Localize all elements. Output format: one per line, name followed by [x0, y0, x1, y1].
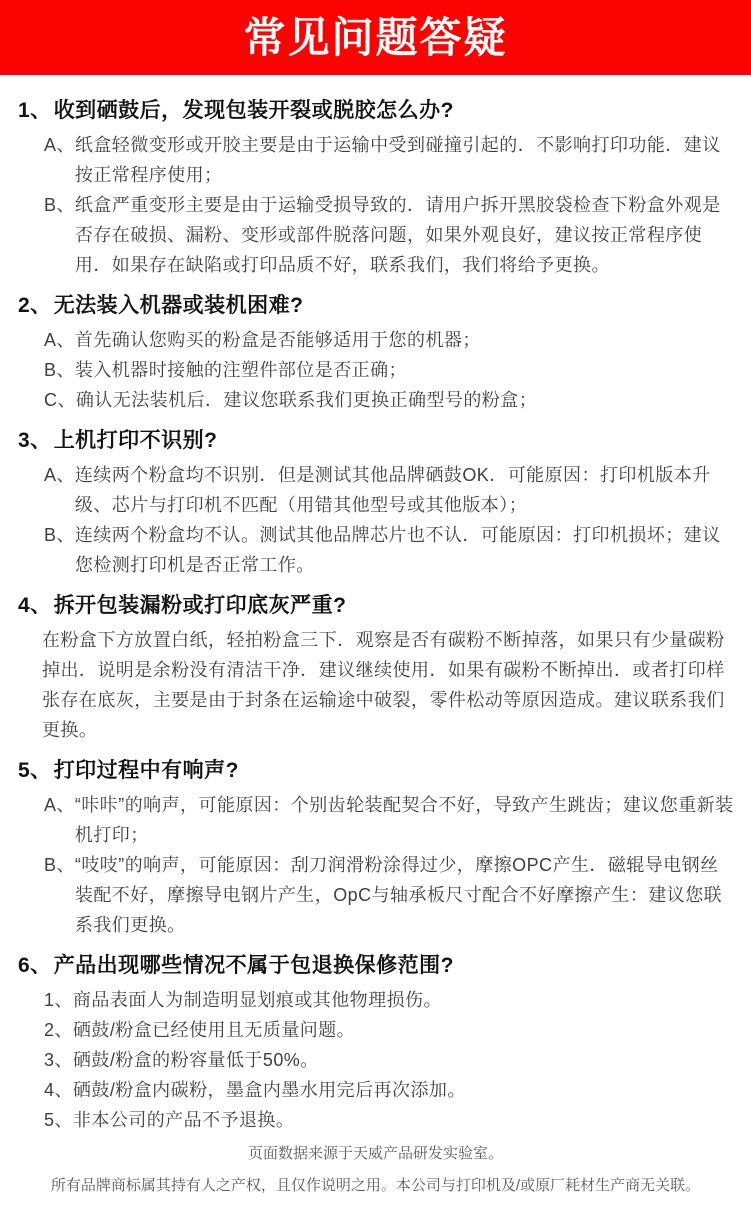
answer-item	[18, 325, 735, 355]
answer-item	[18, 520, 735, 580]
question-text: 拆开包装漏粉或打印底灰严重?	[53, 594, 347, 617]
footer-source-note: 页面数据来源于天威产品研发实验室。	[247, 1145, 503, 1162]
answer-item	[18, 130, 735, 190]
answer-label: B、	[44, 360, 75, 380]
answer-label: 5、	[44, 1110, 73, 1130]
answer-label: 1、	[44, 990, 73, 1010]
question-number: 2、	[18, 294, 52, 317]
answer-text: 装入机器时接触的注塑件部位是否正确；	[74, 360, 408, 380]
answer-label: 3、	[44, 1050, 73, 1070]
faq-section-3	[18, 427, 735, 580]
answer-text: 纸盒轻微变形或开胶主要是由于运输中受到碰撞引起的．不影响打印功能．建议按正常程序使用；	[74, 135, 721, 185]
faq-section-2	[18, 292, 735, 415]
answer-item	[18, 1075, 735, 1105]
faq-list	[0, 75, 751, 1135]
answer-label: 4、	[44, 1080, 73, 1100]
answer-text: 确认无法装机后．建议您联系我们更换正确型号的粉盒；	[75, 390, 538, 410]
answer-text: 商品表面人为制造明显划痕或其他物理损伤。	[72, 990, 442, 1010]
question-text: 打印过程中有响声?	[53, 759, 240, 782]
answer-text: 硒鼓/粉盒的粉容量低于50%。	[72, 1050, 319, 1070]
answer-item	[18, 1045, 735, 1075]
answer-label: B、	[44, 195, 75, 215]
page-title: 常见问题答疑	[243, 13, 508, 61]
page-footer	[0, 1143, 751, 1197]
answer-item	[18, 985, 735, 1015]
answer-label: 2、	[44, 1020, 73, 1040]
page-header-banner	[0, 0, 751, 75]
question-text: 收到硒鼓后，发现包装开裂或脱胶怎么办?	[53, 99, 455, 122]
footer-disclaimer: 所有品牌商标属其持有人之产权，且仅作说明之用。本公司与打印机及/或原厂耗材生产商无关联。	[50, 1177, 701, 1194]
answer-item	[18, 460, 735, 520]
answer-item	[18, 385, 735, 415]
question-heading	[18, 97, 735, 124]
answer-label: A、	[44, 465, 75, 485]
faq-section-4	[18, 592, 735, 745]
faq-section-1	[18, 97, 735, 280]
answer-text: “咔咔”的响声，可能原因：个别齿轮装配契合不好，导致产生跳齿；建议您重新装机打印；	[74, 795, 734, 845]
answer-text: 纸盒严重变形主要是由于运输受损导致的．请用户拆开黑胶袋检查下粉盒外观是否存在破损、漏粉、变形或部件脱落问题，如果外观良好，建议按正常程序使用．如果存在缺陷或打印品质不好，联系我们，我们将给予更换。	[74, 195, 721, 275]
question-heading	[18, 592, 735, 619]
answer-label: B、	[44, 525, 75, 545]
answer-label: C、	[44, 390, 76, 410]
question-heading	[18, 292, 735, 319]
question-number: 4、	[18, 594, 52, 617]
answer-text: “吱吱”的响声，可能原因：刮刀润滑粉涂得过少，摩擦OPC产生．磁辊导电钢丝装配不好，摩擦导电钢片产生，OpC与轴承板尺寸配合不好摩擦产生：建议您联系我们更换。	[74, 855, 723, 935]
faq-section-6	[18, 952, 735, 1135]
question-number: 3、	[18, 429, 52, 452]
answer-text: 连续两个粉盒均不认。测试其他品牌芯片也不认．可能原因：打印机损坏；建议您检测打印机是否正常工作。	[74, 525, 721, 575]
question-heading	[18, 952, 735, 979]
answer-text: 连续两个粉盒均不识别．但是测试其他品牌硒鼓OK．可能原因：打印机版本升级、芯片与打印机不匹配（用错其他型号或其他版本）；	[74, 465, 711, 515]
question-heading	[18, 427, 735, 454]
answer-item	[18, 1015, 735, 1045]
answer-label: A、	[44, 135, 75, 155]
answer-item	[18, 790, 735, 850]
answer-text: 非本公司的产品不予退换。	[72, 1110, 295, 1130]
faq-section-5	[18, 757, 735, 940]
answer-text: 在粉盒下方放置白纸，轻拍粉盒三下．观察是否有碳粉不断掉落，如果只有少量碳粉掉出．说明是余粉没有清洁干净．建议继续使用．如果有碳粉不断掉出．或者打印样张存在底灰，主要是由于封条在运输途中破裂，零件松动等原因造成。建议联系我们更换。	[42, 630, 725, 740]
question-heading	[18, 757, 735, 784]
question-number: 5、	[18, 759, 52, 782]
answer-item	[18, 625, 735, 745]
answer-item	[18, 1105, 735, 1135]
question-text: 产品出现哪些情况不属于包退换保修范围?	[53, 954, 455, 977]
answer-text: 硒鼓/粉盒已经使用且无质量问题。	[72, 1020, 356, 1040]
answer-label: A、	[44, 330, 75, 350]
answer-item	[18, 190, 735, 280]
answer-text: 硒鼓/粉盒内碳粉，墨盒内墨水用完后再次添加。	[72, 1080, 466, 1100]
question-number: 6、	[18, 954, 52, 977]
answer-item	[18, 850, 735, 940]
question-number: 1、	[18, 99, 52, 122]
question-text: 无法装入机器或装机困难?	[53, 294, 304, 317]
answer-item	[18, 355, 735, 385]
answer-label: A、	[44, 795, 75, 815]
question-text: 上机打印不识别?	[53, 429, 218, 452]
answer-text: 首先确认您购买的粉盒是否能够适用于您的机器；	[74, 330, 481, 350]
answer-label: B、	[44, 855, 75, 875]
